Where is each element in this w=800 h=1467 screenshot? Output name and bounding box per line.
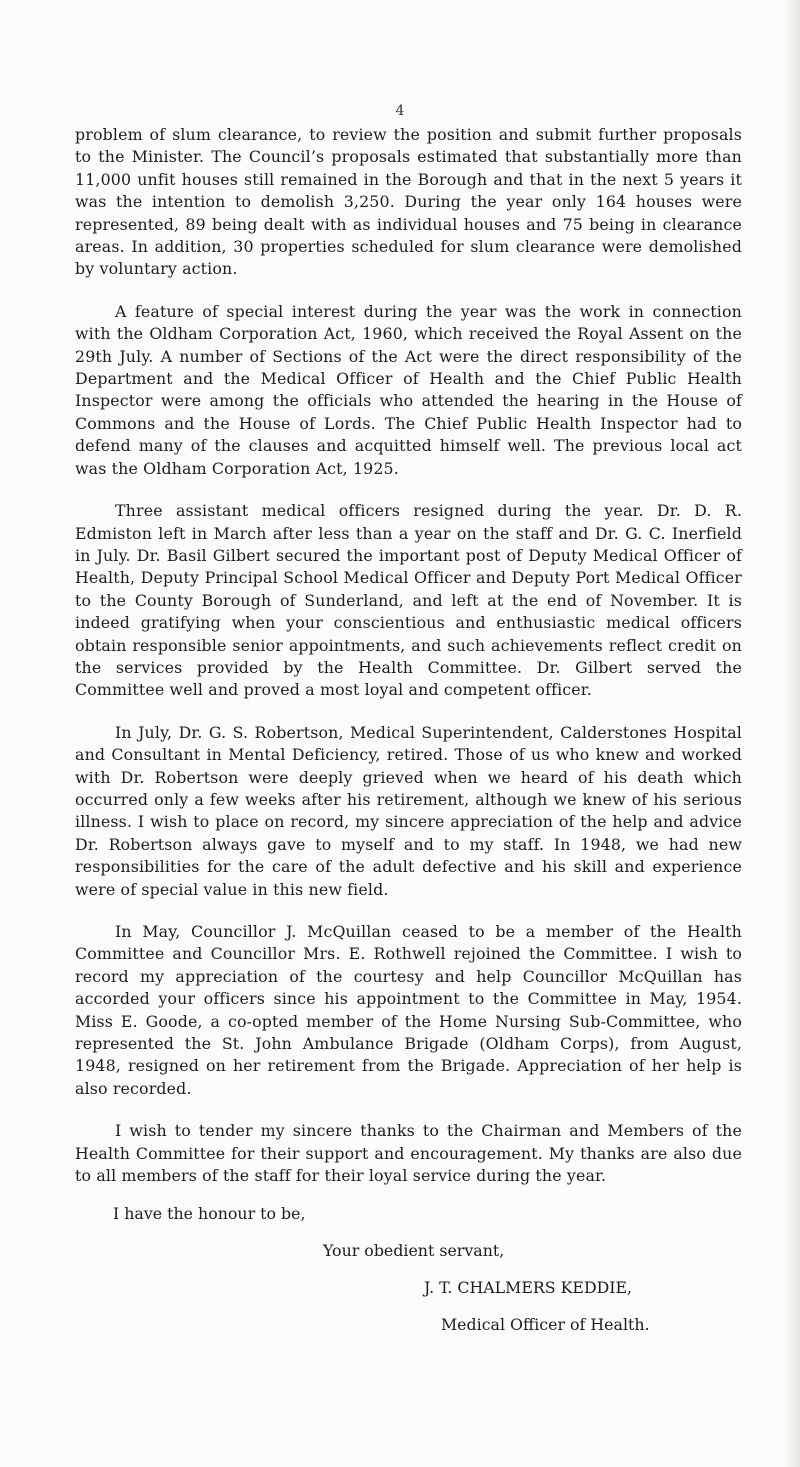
paragraph-robertson: In July, Dr. G. S. Robertson, Medical Superintendent, Calderstones Hospital and Consultant in Mental Deficiency, retired. Those of us who knew and worked with Dr. Robertson were deeply grieved when we heard of his death which occurred only a few weeks after his retirement, although we knew of his serious illness. I wish to place on record, my sincere appreciation of the help and advice Dr. Robertson always gave to myself and to my staff. In 1948, we had new responsibilities for the care of the adult defective and his skill and experience were of special value in this new field. [75,722,742,899]
page-number: 4 [395,103,405,119]
closing-servant: Your obedient servant, [323,1241,505,1260]
paragraph-slum-clearance: problem of slum clearance, to review the position and submit further proposals to the Minister. The Council’s proposals estimated that substantially more than 11,000 unfit houses still remained in the Borough and that in the next 5 years it was the intention to demolish 3,250. During the year only 164 houses were represented, 89 being dealt with as individual houses and 75 being in clearance areas. In addition, 30 properties scheduled for slum clearance were demolished by voluntary action. [75,125,742,279]
paragraph-corporation-act: A feature of special interest during the year was the work in connection with the Oldham Corporation Act, 1960, which received the Royal Assent on the 29th July. A number of Sections of the Act were the direct responsibility of the Department and the Medical Officer of Health and the Chief Public Health Inspector were among the officials who attended the hearing in the House of Commons and the House of Lords. The Chief Public Health Inspector had to defend many of the clauses and acquitted himself well. The previous local act was the Oldham Corporation Act, 1925. [75,301,742,478]
scan-edge-shadow [786,0,800,1467]
signature-name: J. T. CHALMERS KEDDIE, [424,1278,633,1297]
signature-title: Medical Officer of Health. [441,1315,650,1334]
paragraph-committee-changes: In May, Councillor J. McQuillan ceased to be a member of the Health Committee and Councillor Mrs. E. Rothwell rejoined the Committee. I wish to record my appreciation of the courtesy and help Councillor McQuillan has accorded your officers since his appointment to the Committee in May, 1954. Miss E. Goode, a co-opted member of the Home Nursing Sub-Committee, who represented the St. John Ambulance Brigade (Oldham Corps), from August, 1948, resigned on her retirement from the Brigade. Appreciation of her help is also recorded. [75,922,742,1098]
letter-body [75,124,742,1207]
paragraph-thanks: I wish to tender my sincere thanks to the Chairman and Members of the Health Committee for their support and encouragement. My thanks are also due to all members of the staff for their loyal service during the year. [75,1121,742,1186]
closing-honour: I have the honour to be, [113,1204,306,1223]
paragraph-resignations: Three assistant medical officers resigned during the year. Dr. D. R. Edmiston left in March after less than a year on the staff and Dr. G. C. Inerfield in July. Dr. Basil Gilbert secured the important post of Deputy Medical Officer of Health, Deputy Principal School Medical Officer and Deputy Port Medical Officer to the County Borough of Sunderland, and left at the end of November. It is indeed gratifying when your conscientious and enthusiastic medical officers obtain responsible senior appointments, and such achievements reflect credit on the services provided by the Health Committee. Dr. Gilbert served the Committee well and proved a most loyal and competent officer. [75,501,742,700]
